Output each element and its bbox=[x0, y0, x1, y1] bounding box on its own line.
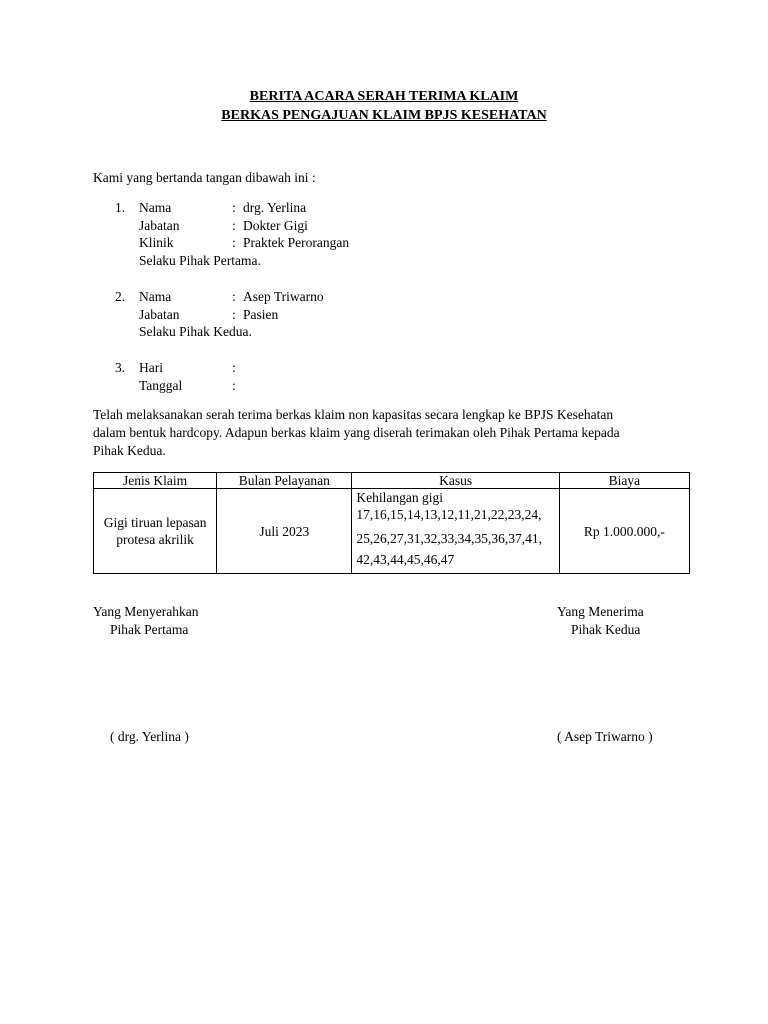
statement-line: Pihak Kedua. bbox=[93, 443, 166, 458]
signature-right-line2: Pihak Kedua bbox=[571, 622, 641, 637]
field-colon: : bbox=[232, 378, 236, 393]
field-value: Praktek Perorangan bbox=[243, 235, 350, 250]
field-colon: : bbox=[232, 360, 236, 375]
signature-left-line1: Yang Menyerahkan bbox=[93, 604, 199, 619]
signature-right-name: ( Asep Triwarno ) bbox=[557, 729, 653, 744]
field-colon: : bbox=[232, 289, 236, 304]
field-colon: : bbox=[232, 235, 236, 250]
statement-line: dalam bentuk hardcopy. Adapun berkas klaim yang diserah terimakan oleh Pihak Pertama kepada bbox=[93, 425, 620, 440]
cell-line: protesa akrilik bbox=[116, 532, 194, 547]
table-header-row bbox=[94, 473, 690, 489]
cell-line: Gigi tiruan lepasan bbox=[103, 515, 207, 530]
cell-line: 42,43,44,45,46,47 bbox=[356, 552, 455, 567]
document-title-line1: BERITA ACARA SERAH TERIMA KLAIM bbox=[249, 89, 519, 104]
signature-right-line1: Yang Menerima bbox=[557, 604, 644, 619]
table-row bbox=[94, 489, 690, 574]
cell-biaya: Rp 1.000.000,- bbox=[559, 489, 689, 574]
party-number: 3. bbox=[115, 360, 126, 375]
statement-line: Telah melaksanakan serah terima berkas klaim non kapasitas secara lengkap ke BPJS Kesehatan bbox=[93, 407, 614, 422]
signature-left-line2: Pihak Pertama bbox=[110, 622, 189, 637]
header-kasus: Kasus bbox=[352, 473, 559, 489]
field-colon: : bbox=[232, 200, 236, 215]
party-number: 2. bbox=[115, 289, 126, 304]
statement-paragraph bbox=[93, 406, 673, 460]
field-colon: : bbox=[232, 307, 236, 322]
header-bulan-pelayanan: Bulan Pelayanan bbox=[217, 473, 352, 489]
field-value: Asep Triwarno bbox=[243, 289, 324, 304]
header-jenis-klaim: Jenis Klaim bbox=[94, 473, 217, 489]
field-label: Jabatan bbox=[139, 307, 180, 322]
cell-jenis-klaim bbox=[94, 489, 217, 574]
intro-text: Kami yang bertanda tangan dibawah ini : bbox=[93, 170, 316, 185]
field-label: Tanggal bbox=[139, 378, 183, 393]
party-role: Selaku Pihak Pertama. bbox=[139, 253, 261, 268]
field-label: Hari bbox=[139, 360, 163, 375]
party-role: Selaku Pihak Kedua. bbox=[139, 324, 252, 339]
field-label: Nama bbox=[139, 289, 172, 304]
cell-line: 17,16,15,14,13,12,11,21,22,23,24, bbox=[356, 507, 542, 522]
signature-left-name: ( drg. Yerlina ) bbox=[110, 729, 189, 744]
field-colon: : bbox=[232, 218, 236, 233]
field-label: Nama bbox=[139, 200, 172, 215]
claims-table bbox=[93, 472, 690, 574]
field-value: Dokter Gigi bbox=[243, 218, 308, 233]
cell-bulan-pelayanan: Juli 2023 bbox=[217, 489, 352, 574]
cell-line: 25,26,27,31,32,33,34,35,36,37,41, bbox=[356, 531, 543, 546]
header-biaya: Biaya bbox=[559, 473, 689, 489]
field-label: Jabatan bbox=[139, 218, 180, 233]
party-number: 1. bbox=[115, 200, 126, 215]
field-value: drg. Yerlina bbox=[243, 200, 307, 215]
field-value: Pasien bbox=[243, 307, 279, 322]
field-label: Klinik bbox=[139, 235, 174, 250]
cell-line: Kehilangan gigi bbox=[356, 490, 444, 505]
document-title-line2: BERKAS PENGAJUAN KLAIM BPJS KESEHATAN bbox=[221, 108, 547, 123]
cell-kasus bbox=[352, 489, 559, 574]
